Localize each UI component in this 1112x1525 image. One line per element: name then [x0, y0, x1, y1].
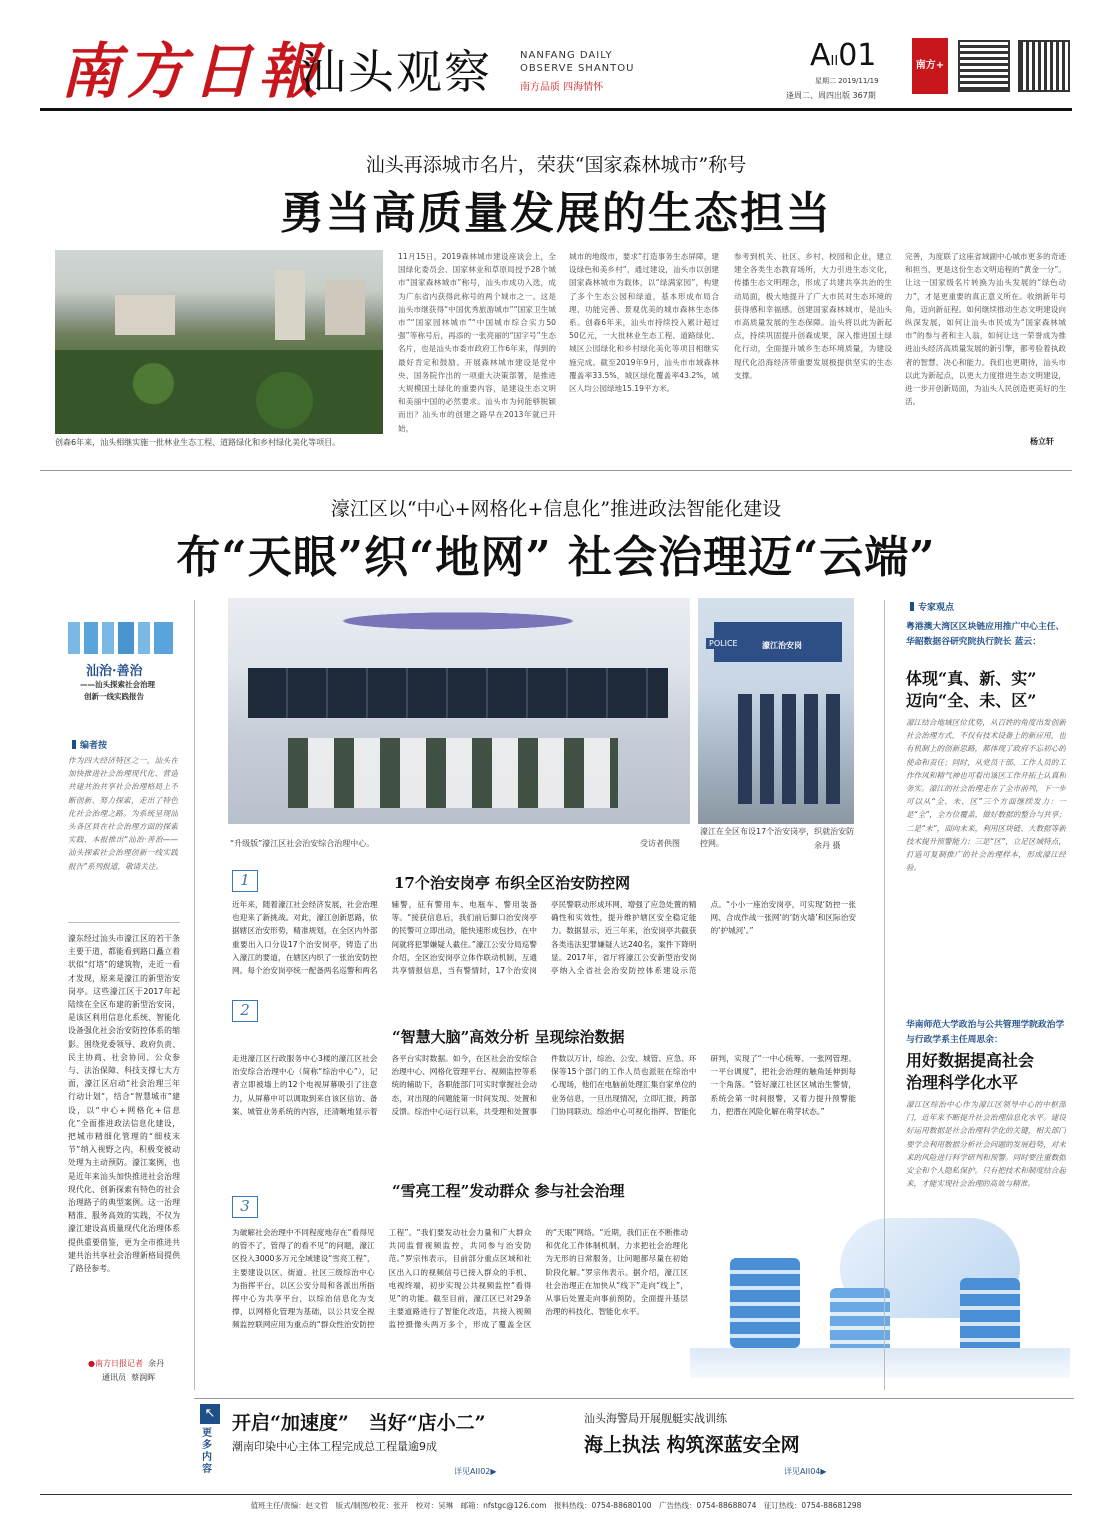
- booth-police-sign: POLICE: [706, 638, 741, 649]
- issue-line: 逢周二、周四出版 367期: [786, 91, 876, 100]
- section-body: 近年来，随着濠江社会经济发展，社会治理也迎来了新挑战。对此，濠江创新思路，依据辖区治安形势，精准规划，在全区内外部重要出入口分设17个治安岗亭，铸造了出入濠江的要道，在辖区内织了一张治安防控网。每个治安岗亭统一配备两名巡警和两名辅警，征有警用车、电瓶车、警用装备等。“接获信息后，我们前后脚口治安岗亭的民警可立即出动，能快速形成包抄，在中间就将犯罪嫌疑人截住。”濠江公安分局巡警介绍，全区治安岗亭立体作联动机制，互通共享情报信息，当有警情时，17个治安岗亭民警联动形成环网，增强了应急处置的精确性和实效性，提升维护辖区安全稳定能力。数据显示，近三年来，治安岗亭共截获各类违法犯罪嫌疑人达240名，案件下降明显。2017年，省厅将濠江公安新型治安岗亭纳入全省社会治安防控体系建设示范点。“小小一座治安岗亭，可实现‘防控一张网、合成作战一张网’的‘防火墙’和区际治安的‘护城河’。”: [232, 900, 856, 976]
- masthead-rule: [40, 108, 1072, 111]
- page-number: [810, 38, 876, 73]
- byline-row: [88, 1357, 164, 1371]
- story1-column: 城市的地级市，要求“打造事务生态屏障，建设绿色和美乡村”，通过建设，汕头市以创建国家森林城市为载体，以“绿满家园”，构建了多个生态公园和绿道，基本形成布局合理、功能完善、景观优美的城市森林生态体系。创森6年来，汕头市持续投入累计超过50亿元，一大批林业生态工程、道路绿化、城区公园绿化和乡村绿化美化等项目相继实施完成。截至2019年9月，汕头市市域森林覆盖率33.5%，城区绿化覆盖率43.2%，城区人均公园绿地15.19平方米。: [569, 252, 719, 394]
- teaser1-title: [232, 1408, 486, 1435]
- masthead: [40, 20, 1072, 110]
- arrow-icon: ↖: [200, 1404, 220, 1424]
- story1-byline: 杨立轩: [1030, 437, 1054, 446]
- date-line: 星期二 2019/11/19: [815, 77, 879, 85]
- story1-photo-forest-city: [55, 250, 383, 434]
- story-divider: [40, 470, 1072, 471]
- police-booth-photo: [698, 598, 854, 824]
- teaser2-kicker: 汕头海警局开展舰艇实战训练: [584, 1412, 727, 1425]
- paper-name-logo: 南方日報: [60, 37, 324, 107]
- cloud-data-illustration: [690, 1218, 1070, 1388]
- expert2-headline-line2: 治理科学化水平: [906, 1073, 1019, 1092]
- qr-code-right: [1018, 40, 1070, 92]
- section-number: 3: [232, 1196, 258, 1218]
- app-badge-label: 南方+: [915, 60, 945, 71]
- teaser1-title-a: 开启“加速度”: [232, 1412, 349, 1434]
- expert1-text: 濠江结合地域区位优势，从百姓的角度出发创新社会治理方式，不仅有技术设备上的新应用，也有机制上的创新思路，都体现了政府不忘初心的使命和责任；同时，从党员干部、工作人员的工作作风和精气神也可看出该区工作开拓上认真和务实。濠江的社会治理走在了全市前列，下一步可以从“全、未、区”三个方面继续发力：一是“全”，全方位覆盖，做好数据的整合与共享；二是“未”，面向未来，利用区块链、大数据等新技术提升预警能力；三是“区”，立足区域特点，打造可复制推广的社会治理样本，形成濠江经验。: [906, 718, 1066, 873]
- teaser2-title: 海上执法 构筑深蓝安全网: [584, 1434, 800, 1456]
- editor-note-title: 编者按: [72, 738, 107, 751]
- lead-column-text: 濠东经过汕头市濠江区的若干条主要干道，都能看到路口矗立着状似“灯塔”的建筑物，走近一看才发现，原来是濠江的新型治安岗亭。这些濠江区于2017年起陆续在全区布建的新型治安岗，是该区利用信息化系统、智能化设备强化社会治安防控体系的缩影。围绕党委领导、政府负责、民主协商、社会协同、公众参与、法治保障、科技支撑七大方面，濠江区启动“社会治理三年行动计划”，结合“智慧城市”建设，以“中心+网格化+信息化”全面推进政法信息化建设，把城市精细化管理的“细枝末节”纳入视野之内，积极变被动处理为主动预防。濠江案例，也是近年来汕头加快推进社会治理现代化、创新探索有特色的社会治理路子的典型案例。这一治理精准、服务高效的实践，不仅为濠江建设高质量现代化治理体系提供重要借鉴，更为全市推进共建共治共享社会治理新格局提供了路径参考。: [68, 934, 180, 1274]
- photo-credit: 受访者供图: [640, 839, 680, 848]
- story2-headline: 布“天眼”织“地网” 社会治理迈“云端”: [176, 532, 936, 583]
- section-number: 2: [232, 1000, 258, 1022]
- story1-column: 参考到机关、社区、乡村、校园和企业，建立建全各类生态教育场所，大力引进生态文化，传播生态文明理念，形成了共建共享共治的生动局面，极大地提升了广大市民对生态环境的获得感和幸福感。创建国家森林城市，是汕头市高质量发展的生态保障。汕头将以此为新起点，持续巩固提升创森成果，深入推进国土绿化行动，全面提升城乡生态环境质量，为建设现代化沿海经济带重要发展极提供坚实的生态支撑。: [734, 252, 892, 380]
- expert1-headline-line2: 迈向“全、未、区”: [906, 691, 1037, 710]
- sidebar-divider: [194, 600, 195, 1390]
- section-title: 汕头观察: [300, 45, 492, 99]
- teaser-2[interactable]: [584, 1408, 884, 1486]
- byline-label: ●南方日报记者: [88, 1359, 143, 1368]
- correspondent-label: 通讯员: [102, 1373, 126, 1382]
- story1-headline: 勇当高质量发展的生态担当: [280, 188, 832, 239]
- teaser2-link[interactable]: 详见AII04▶: [784, 1467, 827, 1476]
- story2-kicker: 濠江区以“中心+网格化+信息化”推进政法智能化建设: [330, 498, 782, 520]
- story1-column: 11月15日，2019森林城市建设座谈会上，全国绿化委员会、国家林业和草原局授予28个城市“国家森林城市”称号，汕头市成功入选，成为广东省内获得此称号的两个城市之一。这是汕头市继获得“中国优秀旅游城市”“国家卫生城市”“国家园林城市”“中国城市综合实力50强”等称号后，再添的一张亮丽的“国字号”生态名片，也是汕头市委市政府工作6年来，得到的最好肯定和鼓励。开展森林城市建设是党中央、国务院作出的一项重大决策部署，是推进大规模国土绿化的重要内容，是建设生态文明和美丽中国的必然要求。汕头市为何能够脱颖而出？汕头市的创建之路早在2013年就已开始，: [398, 252, 556, 433]
- english-name-line2: OBSERVE SHANTOU: [520, 63, 635, 74]
- section-number: 1: [232, 870, 258, 892]
- expert2-intro: 华南师范大学政治与公共管理学院政治学与行政学系主任周思余：: [906, 1020, 1065, 1045]
- city-skyline-icon: [68, 622, 173, 654]
- expert1-headline-line1: 体现“真、新、实”: [906, 669, 1037, 688]
- expert2-text: 濠江区综治中心作为濠江区领导中心的中枢部门，近年来不断提升社会治理信息化水平。建设好运用数据是社会治理科学化的关键，相关部门要学会利用数据分析社会问题的发展趋势，对未来的风险进行科学研判和预警。同时要注重数据安全和个人隐私保护。只有把技术和制度结合起来，才能实现社会治理的高效与精准。: [906, 1100, 1066, 1189]
- masthead-slogan: 南方品质 四海情怀: [520, 82, 604, 93]
- teaser-1[interactable]: [232, 1408, 562, 1486]
- section-title: “智慧大脑”高效分析 呈现综治数据: [392, 1028, 625, 1046]
- more-content-label: 更多内容: [202, 1428, 212, 1475]
- expert1-intro: 粤港澳大湾区区块链应用推广中心主任、华韶数据谷研究院执行院长 蓝云：: [906, 622, 1065, 647]
- editor-note-rule: [68, 922, 180, 923]
- series-sub2: 创新一线实践报告: [84, 692, 144, 701]
- police-officers: [738, 694, 848, 804]
- story1-kicker: 汕头再添城市名片，荣获“国家森林城市”称号: [365, 154, 747, 176]
- operator-desks: [288, 738, 618, 808]
- editor-note-text: 作为四大经济特区之一，汕头在加快推进社会治理现代化、营造共建共治共享社会治理格局上不断创新、努力探索，走出了特色化社会治理之路。为系统呈现汕头各区县在社会治理方面的探索实践，本报推出“汕治·善治——汕头探索社会治理创新一线实践报告”系列报道，敬请关注。: [68, 756, 178, 871]
- platform-base: [690, 1348, 1070, 1378]
- photo-tree-cluster: [55, 350, 383, 434]
- page-sub: II: [830, 54, 839, 69]
- page-prefix: A: [810, 38, 831, 73]
- story1-column: 完善，为度联了这座省域副中心城市更多的奇迹和担当，更是这份生态文明追程的“黄金一分”。让这一国家级名片转换为汕头发展的“绿色动力”，才是更重要的真正意义所在。收纳新年号角，迈向新征程。如何继续推动生态文明建设向纵深发展，如何让汕头市民成为“国家森林城市”的参与者和主人翁，如何让这一荣誉成为推进汕头经济高质量发展的新引擎，都考验着执政者的智慧、决心和能力。我们也更期待，汕头市以此为新起点，以更大力度推进生态文明建设，进一步开创新局面，为汕头人民创造更美好的生活。: [905, 252, 1066, 407]
- footer-top-rule: [194, 1398, 1074, 1399]
- story1-photo-caption: 创森6年来，汕头相继实施一批林业生态工程、道路绿化和乡村绿化美化等项目。: [55, 438, 341, 447]
- teaser1-title-b: 当好“店小二”: [368, 1412, 486, 1434]
- series-sub1: ——汕头探索社会治理: [80, 680, 155, 689]
- video-wall: [248, 668, 668, 718]
- teaser1-link[interactable]: 详见AII02▶: [454, 1467, 497, 1476]
- expert-tag: 专家观点: [910, 600, 954, 613]
- bottom-rule: [40, 1494, 1072, 1495]
- correspondent-name: 蔡润晖: [131, 1373, 156, 1382]
- command-center-photo: [228, 598, 690, 824]
- section-title: 17个治安岗亭 布织全区治安防控网: [394, 874, 631, 892]
- teaser1-sub: 潮南印染中心主体工程完成总工程量逾9成: [232, 1440, 437, 1453]
- server-stack-icon: [730, 1258, 800, 1348]
- qr-code-left: [958, 40, 1010, 92]
- english-name-line1: NANFANG DAILY: [520, 50, 613, 61]
- police-booth-caption: 濠江在全区布设17个治安岗亭，织就治安防控网。: [700, 827, 855, 848]
- photo-building: [115, 295, 175, 335]
- reporter-byline: [88, 1357, 164, 1385]
- police-booth-credit: 余丹 摄: [814, 841, 841, 850]
- more-content-box: [198, 1404, 222, 1486]
- series-tag: 汕治·善治: [86, 664, 143, 679]
- right-sidebar-divider: [884, 600, 885, 1390]
- booth-name-sign: 濠江治安岗: [762, 641, 802, 650]
- command-center-caption: “升级版”濠江区社会治安综合治理中心。: [230, 839, 375, 848]
- reporter-name: 余丹: [148, 1359, 165, 1368]
- section-body: 为破解社会治理中不同程度地存在“看得见的管不了，管得了的看不见”的问题，濠江区投入3000多万元全域建设“雪亮工程”，主要建设以区、街道、社区三级综治中心为指挥平台，以区公安分局和各派出所指挥中心为共享平台，以综治信息化为支撑，以网格化管理为基础，以公共安全视频监控联网应用为重点的“群众性治安防控工程”。“我们要发动社会力量和广大群众共同监督视频监控，共同参与治安防范。”罗宗伟表示，目前部分重点区域和社区出入口的视频信号已接入群众的手机、电视终端，初步实现公共视频监控“看得见”的功能。截至目前，濠江区已对29条主要道路进行了智能化改造，共接入视频监控摄像头两万多个，形成了覆盖全区的“天眼”网络。“近期，我们正在不断推动和优化工作体制机制，力求把社会治理化为无形的日常服务，让问题都尽量在初始阶段化解。”罗宗伟表示。据介绍，濠江区社会治理正在加快从“线下”走向“线上”，从事后处置走向事前预防，全面提升基层治理的科技化、智能化水平。: [232, 1228, 688, 1330]
- story1-columns: [398, 250, 1066, 446]
- bottom-credits: 值班主任/责编：赵文哲 版式/制图/校花：张开 校对：吴琳 邮箱：nfstgc@126.com 报料热线：0754-88680100 广告热线：0754-88688074 征订热线：0754-88681298: [250, 1501, 862, 1510]
- section-title: “雪亮工程”发动群众 参与社会治理: [392, 1182, 625, 1200]
- ceiling-lights: [258, 606, 658, 636]
- app-badge: [912, 38, 948, 94]
- expert2-headline-line1: 用好数据提高社会: [906, 1051, 1035, 1070]
- photo-building: [325, 280, 365, 335]
- photo-building: [275, 270, 305, 340]
- series-banner: [68, 622, 178, 702]
- page-num: 01: [838, 38, 877, 73]
- section-body: 走进濠江区行政服务中心3楼的濠江区社会治安综合治理中心（简称“综治中心”），记者立即被墙上的12个电视屏幕吸引了注意力，从屏幕中可以调取到来自该区信访、备案、城管业务系统的内容，还清晰地显示着各平台实时数据。如今，在区社会治安综合治理中心、网格化管理平台、视频监控等系统的辅助下，各职能部门可实时掌握社会动态，对出现的问题能第一时间发现、处置和反馈。综治中心运行以来，共受理和处置事件数以万计，综治、公安、城管、应急、环保等15个部门的工作人员也派驻在综治中心现场，他们在电脑前处理汇集自家单位的业务信息，一旦出现情况，立即汇报，跨部门协同联动。综治中心可视化指挥、智能化研判，实现了“一中心统筹、一张网管理、一平台调度”，把社会治理的触角延伸到每一个角落。“管好濠江社区区城治生警情，系统会第一时间报警，又着力提升预警能力，把潜在风险化解在萌芽状态。”: [232, 1054, 856, 1116]
- server-stack-icon: [960, 1278, 1020, 1358]
- byline-row: [88, 1371, 164, 1385]
